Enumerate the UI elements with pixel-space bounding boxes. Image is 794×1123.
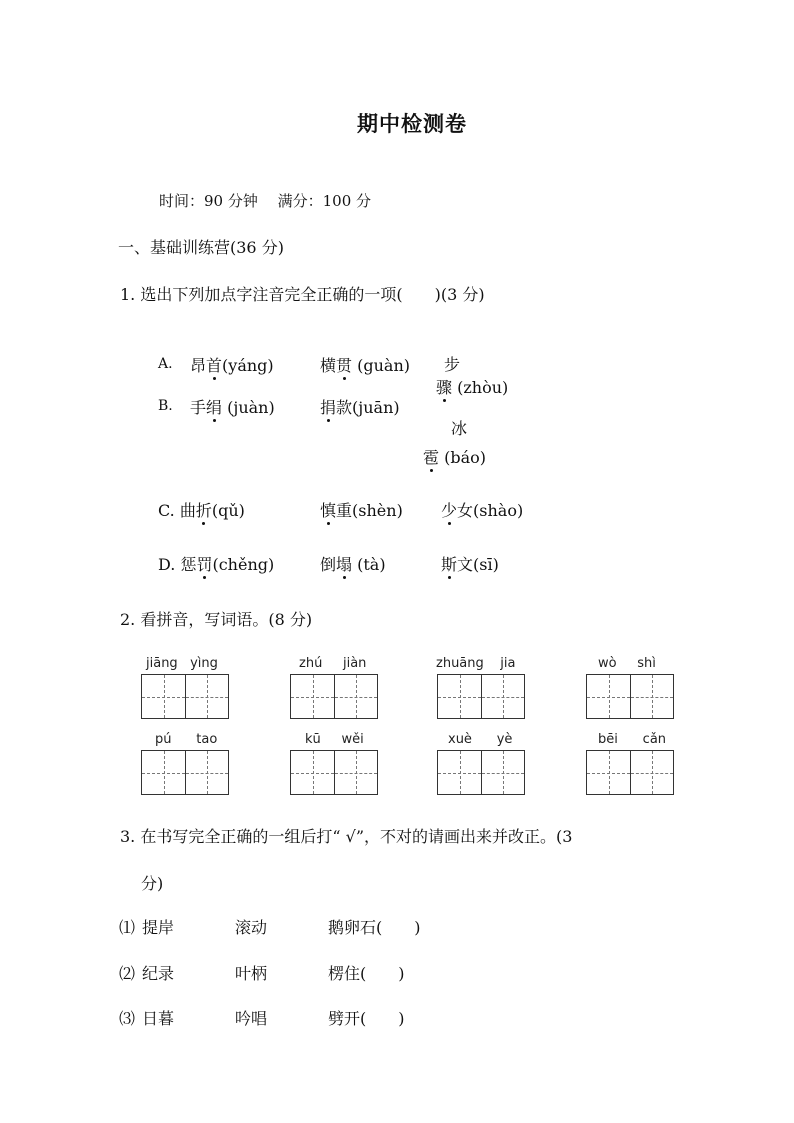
writing-grid-8[interactable] [586, 750, 674, 795]
page-title: 期中检测卷 [357, 111, 467, 136]
q3-row-1-word-3: 鹅卵石( ) [328, 918, 421, 937]
option-a-label: A. [158, 356, 173, 372]
pinyin-4: wò shì [598, 656, 656, 671]
question-1-stem: 1. 选出下列加点字注音完全正确的一项( )(3 分) [120, 285, 485, 304]
option-a-word-3: 骤 (zhòu) [436, 375, 508, 398]
pinyin-6: kū wěi [305, 732, 364, 747]
option-d-label: D. [158, 555, 176, 574]
option-b-word-3-top: 冰 [451, 419, 468, 438]
pinyin-3: zhuāng jia [436, 656, 516, 671]
writing-grid-3[interactable] [437, 674, 525, 719]
option-b-label: B. [158, 398, 173, 414]
writing-grid-1[interactable] [141, 674, 229, 719]
question-3-stem-line-1: 3. 在书写完全正确的一组后打“ √”，不对的请画出来并改正。(3 [120, 827, 573, 846]
writing-grid-6[interactable] [290, 750, 378, 795]
pinyin-2: zhú jiàn [299, 656, 367, 671]
pinyin-1: jiāng yìng [146, 656, 218, 671]
option-c: C. 曲折(qǔ) [158, 498, 245, 521]
option-d: D. 惩罚(chěng) [158, 552, 274, 575]
q3-row-1-num: ⑴ [119, 918, 136, 937]
writing-grid-2[interactable] [290, 674, 378, 719]
option-a-word-1: 昂首(yáng) [190, 353, 274, 376]
question-3-stem-line-2: 分) [141, 874, 164, 893]
option-d-word-3: 斯文(sī) [441, 552, 499, 575]
option-a-word-3-top: 步 [444, 355, 461, 374]
section-heading: 一、基础训练营(36 分) [118, 238, 284, 257]
q3-row-3-word-1: 日暮 [142, 1009, 175, 1028]
option-c-word-2: 慎重(shèn) [320, 498, 403, 521]
option-a-word-2: 横贯 (guàn) [320, 353, 410, 376]
q3-row-2-word-3: 楞住( ) [328, 964, 405, 983]
writing-grid-7[interactable] [437, 750, 525, 795]
pinyin-5: pú tao [155, 732, 218, 747]
pinyin-8: bēi cǎn [598, 732, 667, 747]
q3-row-2-num: ⑵ [119, 964, 136, 983]
writing-grid-5[interactable] [141, 750, 229, 795]
exam-meta: 时间：90 分钟 满分：100 分 [159, 192, 372, 210]
q3-row-2-word-1: 纪录 [142, 964, 175, 983]
option-b-word-2: 捐款(juān) [320, 395, 400, 418]
question-2-stem: 2. 看拼音，写词语。(8 分) [120, 610, 313, 629]
option-c-word-3: 少女(shào) [441, 498, 523, 521]
q3-row-2-word-2: 叶柄 [235, 964, 268, 983]
option-b-word-1: 手绢 (juàn) [190, 395, 275, 418]
q3-row-3-word-2: 吟唱 [235, 1009, 268, 1028]
pinyin-7: xuè yè [448, 732, 513, 747]
q3-row-3-word-3: 劈开( ) [328, 1009, 405, 1028]
option-b-word-3: 雹 (báo) [423, 445, 486, 468]
q3-row-3-num: ⑶ [119, 1009, 136, 1028]
option-d-word-2: 倒塌 (tà) [320, 552, 386, 575]
q3-row-1-word-1: 提岸 [142, 918, 175, 937]
writing-grid-4[interactable] [586, 674, 674, 719]
q3-row-1-word-2: 滚动 [235, 918, 268, 937]
option-c-label: C. [158, 501, 175, 520]
